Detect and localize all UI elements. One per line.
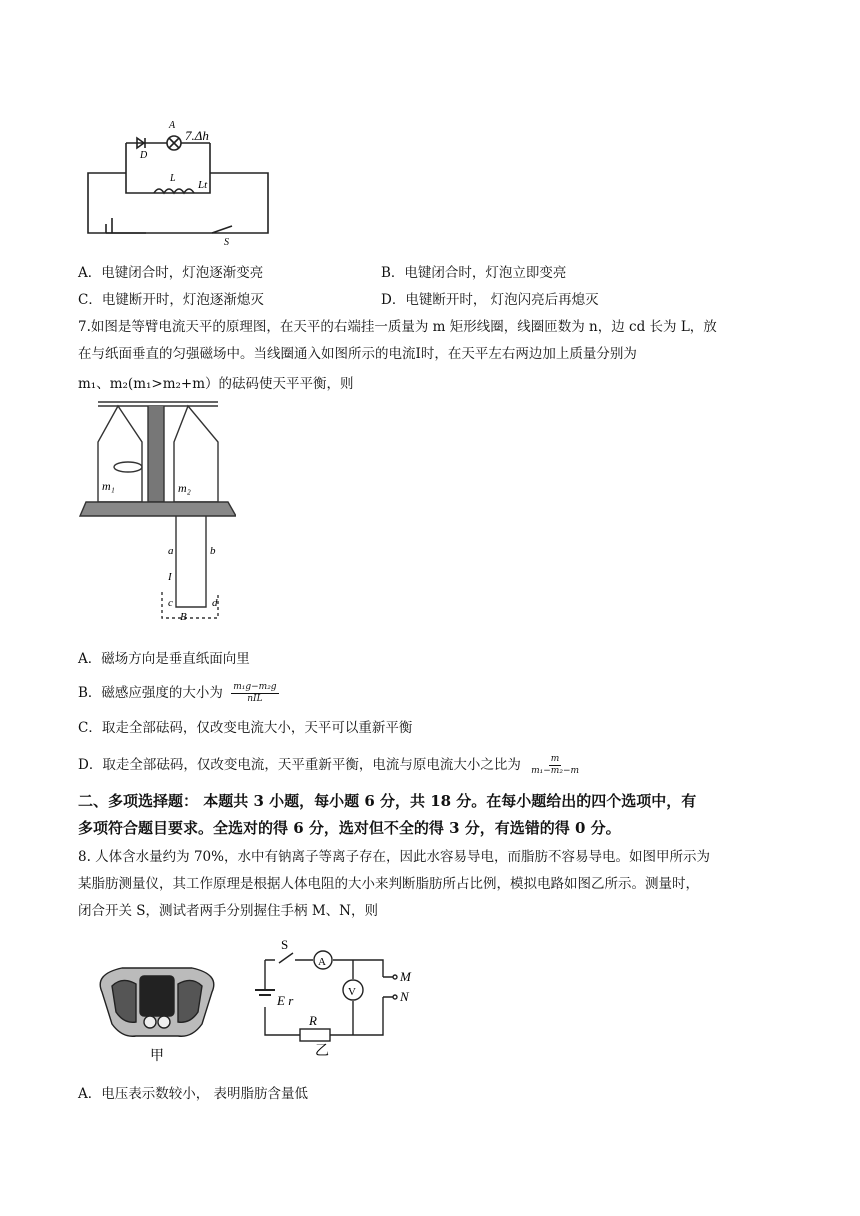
q7-label-c: c [168,597,173,609]
q8-label-v: V [348,986,356,998]
q6-option-d: D．电键断开时， 灯泡闪亮后再熄灭 [381,292,599,308]
q8-label-er: E r [277,993,294,1008]
q6-label-lt: Lt [198,179,208,191]
q7-label-m2: m₂ [178,481,191,495]
q7-label-b: b [210,545,216,557]
q6-label-d: D [140,150,148,161]
q7-label-b-field: B [180,611,187,623]
q8-label-n: N [400,989,409,1004]
q6-label-a: A [169,120,176,131]
q7-label-a: a [168,545,174,557]
q8-option-a: A．电压表示数较小， 表明脂肪含量低 [78,1086,309,1102]
q8-label-yi: 乙 [315,1044,329,1059]
q8-label-r: R [309,1013,317,1028]
q6-label-s: S [224,237,229,248]
q7-balance-figure [78,392,236,632]
q6-circuit-figure [82,118,278,248]
q6-option-b: B．电键闭合时，灯泡立即变亮 [381,265,567,281]
q7-stem-line2: 在与纸面垂直的匀强磁场中。当线圈通入如图所示的电流I时，在天平左右两边加上质量分别为 [78,346,637,362]
q7-option-d-text: D．取走全部砝码，仅改变电流，天平重新平衡，电流与原电流大小之比为 [78,757,521,773]
q6-label-l: L [170,173,176,184]
q8-stem-line3: 闭合开关 S，测试者两手分别握住手柄 M、N，则 [78,903,378,919]
q8-label-m: M [400,969,411,984]
q7-option-b-fraction [231,682,278,705]
q7-option-a: A．磁场方向是垂直纸面向里 [78,651,250,667]
q8-label-jia: 甲 [150,1049,164,1064]
section2-heading-line2: 多项符合题目要求。全选对的得 6 分，选对但不全的得 3 分，有选错的得 0 分。 [78,819,621,837]
q7-option-c: C．取走全部砝码，仅改变电流大小，天平可以重新平衡 [78,720,413,736]
section2-heading-line1: 二、多项选择题： 本题共 3 小题，每小题 6 分，共 18 分。在每小题给出的四个选项中，有 [78,792,697,810]
q6-option-c: C．电键断开时，灯泡逐渐熄灭 [78,292,264,308]
q7-label-m1: m₁ [102,479,115,493]
q6-label-top: 7.Δh [185,128,209,143]
q7-label-d: d [212,597,218,609]
q7-stem-line3: m₁、m₂(m₁>m₂+m）的砝码使天平平衡，则 [78,376,354,392]
q8-circuit-figure [245,935,420,1060]
q7-option-b-numerator: m₁g−m₂g [233,682,277,692]
q7-option-b-denominator: nIL [247,694,263,704]
q7-stem-line1: 7.如图是等臂电流天平的原理图，在天平的右端挂一质量为 m 矩形线圈，线圈匝数为 n，边 cd 长为 L，放 [78,319,717,335]
q7-option-d-denominator: m₁−m₂−m [531,766,580,776]
q8-device-figure [92,962,222,1072]
q8-stem-line2: 某脂肪测量仪，其工作原理是根据人体电阻的大小来判断脂肪所占比例，模拟电路如图乙所示。测量时， [78,876,699,892]
q6-option-a: A．电键闭合时，灯泡逐渐变亮 [78,265,264,281]
q8-stem-line1: 8. 人体含水量约为 70%，水中有钠离子等离子存在，因此水容易导电，而脂肪不容易导电。如图甲所示为 [78,849,710,865]
q8-label-s: S [281,937,289,952]
q7-option-d-numerator: m [550,754,560,764]
q7-option-d-fraction [529,754,581,777]
q7-option-d [78,754,581,777]
q8-label-a: A [318,956,326,968]
q7-label-i: I [168,571,172,583]
q7-option-b [78,682,279,705]
q7-option-b-text: B．磁感应强度的大小为 [78,685,223,701]
